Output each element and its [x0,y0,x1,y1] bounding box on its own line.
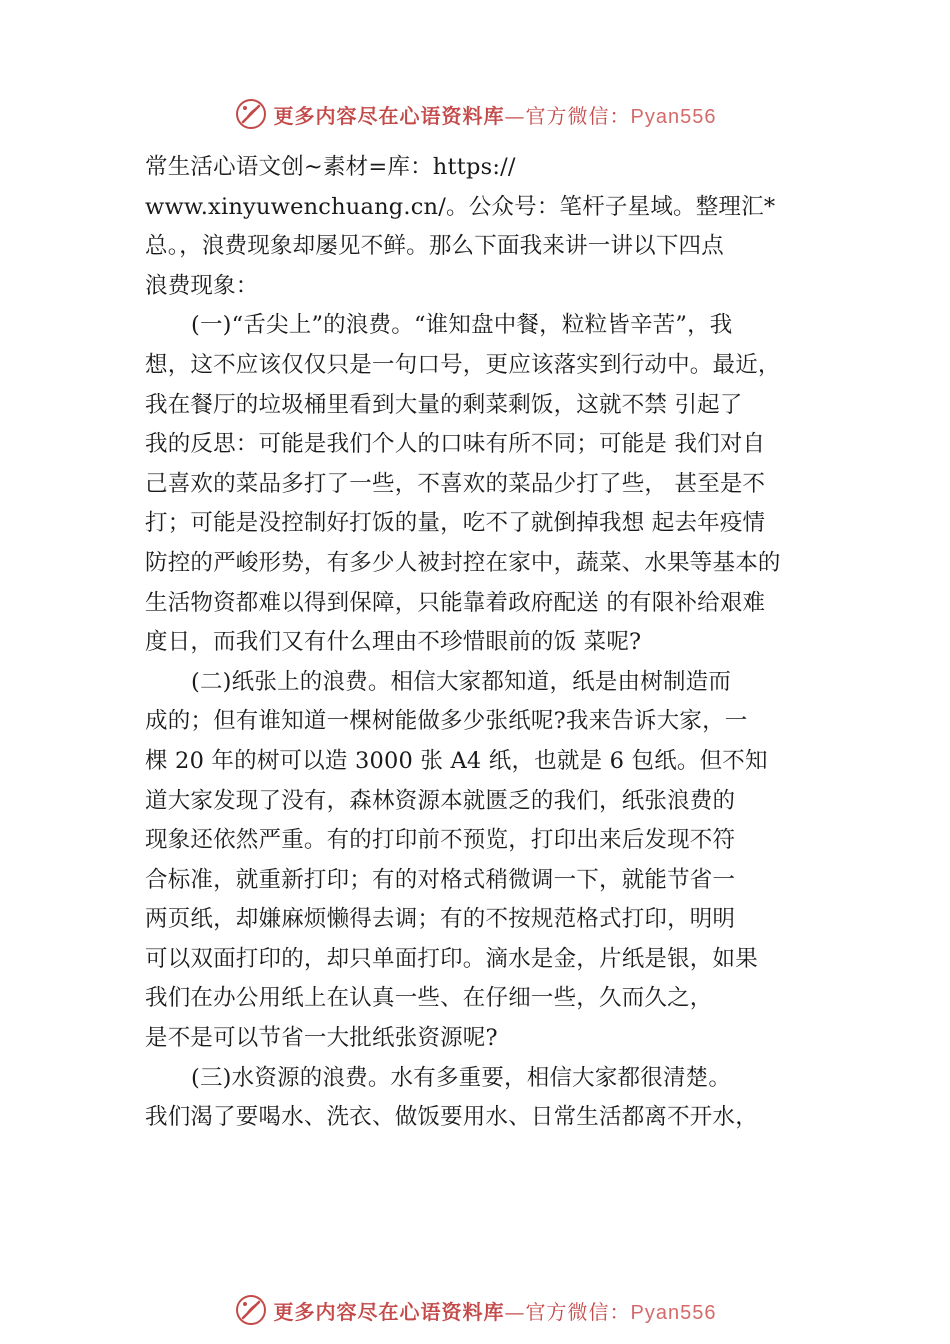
quill-logo-icon [234,97,268,131]
text-line: 道大家发现了没有，森林资源本就匮乏的我们，纸张浪费的 [145,787,736,814]
text-line: 度日，而我们又有什么理由不珍惜眼前的饭 菜呢? [145,629,642,656]
footer-banner [0,1288,950,1332]
text-line: 己喜欢的菜品多打了一些，不喜欢的菜品少打了些， 甚至是不 [145,470,766,497]
quill-logo-icon [234,1293,268,1327]
text-line: 是不是可以节省一大批纸张资源呢? [145,1025,498,1052]
text-line: 我们在办公用纸上在认真一些、在仔细一些，久而久之， [145,985,713,1012]
text-line: 我在餐厅的垃圾桶里看到大量的剩菜剩饭，这就不禁 引起了 [145,391,743,418]
text-line: 想，这不应该仅仅只是一句口号，更应该落实到行动中。最近， [145,351,781,378]
text-line: 防控的严峻形势，有多少人被封控在家中，蔬菜、水果等基本的 [145,549,781,576]
footer-wechat-label: 官方微信： [525,1299,631,1324]
header-handle: Pyan556 [630,105,717,128]
paragraph-start-line: (二)纸张上的浪费。相信大家都知道，纸是由树制造而 [191,668,732,695]
header-brand: 更多内容尽在心语资料库 [273,103,505,128]
text-line: www.xinyuwenchuang.cn/。公众号：笔杆子星域。整理汇* [145,193,776,220]
document-body [145,148,845,1138]
text-line: 常生活心语文创~素材=库：https:// [145,154,516,180]
footer-banner-text [274,1296,717,1325]
text-line: 我的反思：可能是我们个人的口味有所不同；可能是 我们对自 [145,431,766,458]
paragraph-start-line: (三)水资源的浪费。水有多重要，相信大家都很清楚。 [191,1064,732,1091]
header-dash: — [504,103,526,128]
footer-handle: Pyan556 [630,1301,717,1324]
paragraph-start-line: (一)“舌尖上”的浪费。“谁知盘中餐，粒粒皆辛苦”，我 [191,312,733,339]
header-banner-text [274,100,717,129]
text-line: 现象还依然严重。有的打印前不预览，打印出来后发现不符 [145,827,736,854]
text-line: 生活物资都难以得到保障，只能靠着政府配送 的有限补给艰难 [145,589,766,616]
footer-brand: 更多内容尽在心语资料库 [273,1299,505,1324]
text-line: 打；可能是没控制好打饭的量，吃不了就倒掉我想 起去年疫情 [145,510,766,537]
text-line: 合标准，就重新打印；有的对格式稍微调一下，就能节省一 [145,866,736,893]
text-line: 棵 20 年的树可以造 3000 张 A4 纸，也就是 6 包纸。但不知 [145,747,768,774]
header-banner [0,92,950,136]
text-line: 两页纸，却嫌麻烦懒得去调；有的不按规范格式打印，明明 [145,906,736,933]
text-line: 成的；但有谁知道一棵树能做多少张纸呢?我来告诉大家，一 [145,708,748,735]
header-wechat-label: 官方微信： [525,103,631,128]
footer-dash: — [504,1299,526,1324]
text-line: 可以双面打印的，却只单面打印。滴水是金，片纸是银，如果 [145,945,758,972]
text-line: 我们渴了要喝水、洗衣、做饭要用水、日常生活都离不开水， [145,1104,758,1131]
header-banner-inner [234,97,717,131]
footer-banner-inner [234,1293,717,1327]
text-line: 总。，浪费现象却屡见不鲜。那么下面我来讲一讲以下四点 [145,233,724,260]
text-line: 浪费现象： [145,272,259,299]
